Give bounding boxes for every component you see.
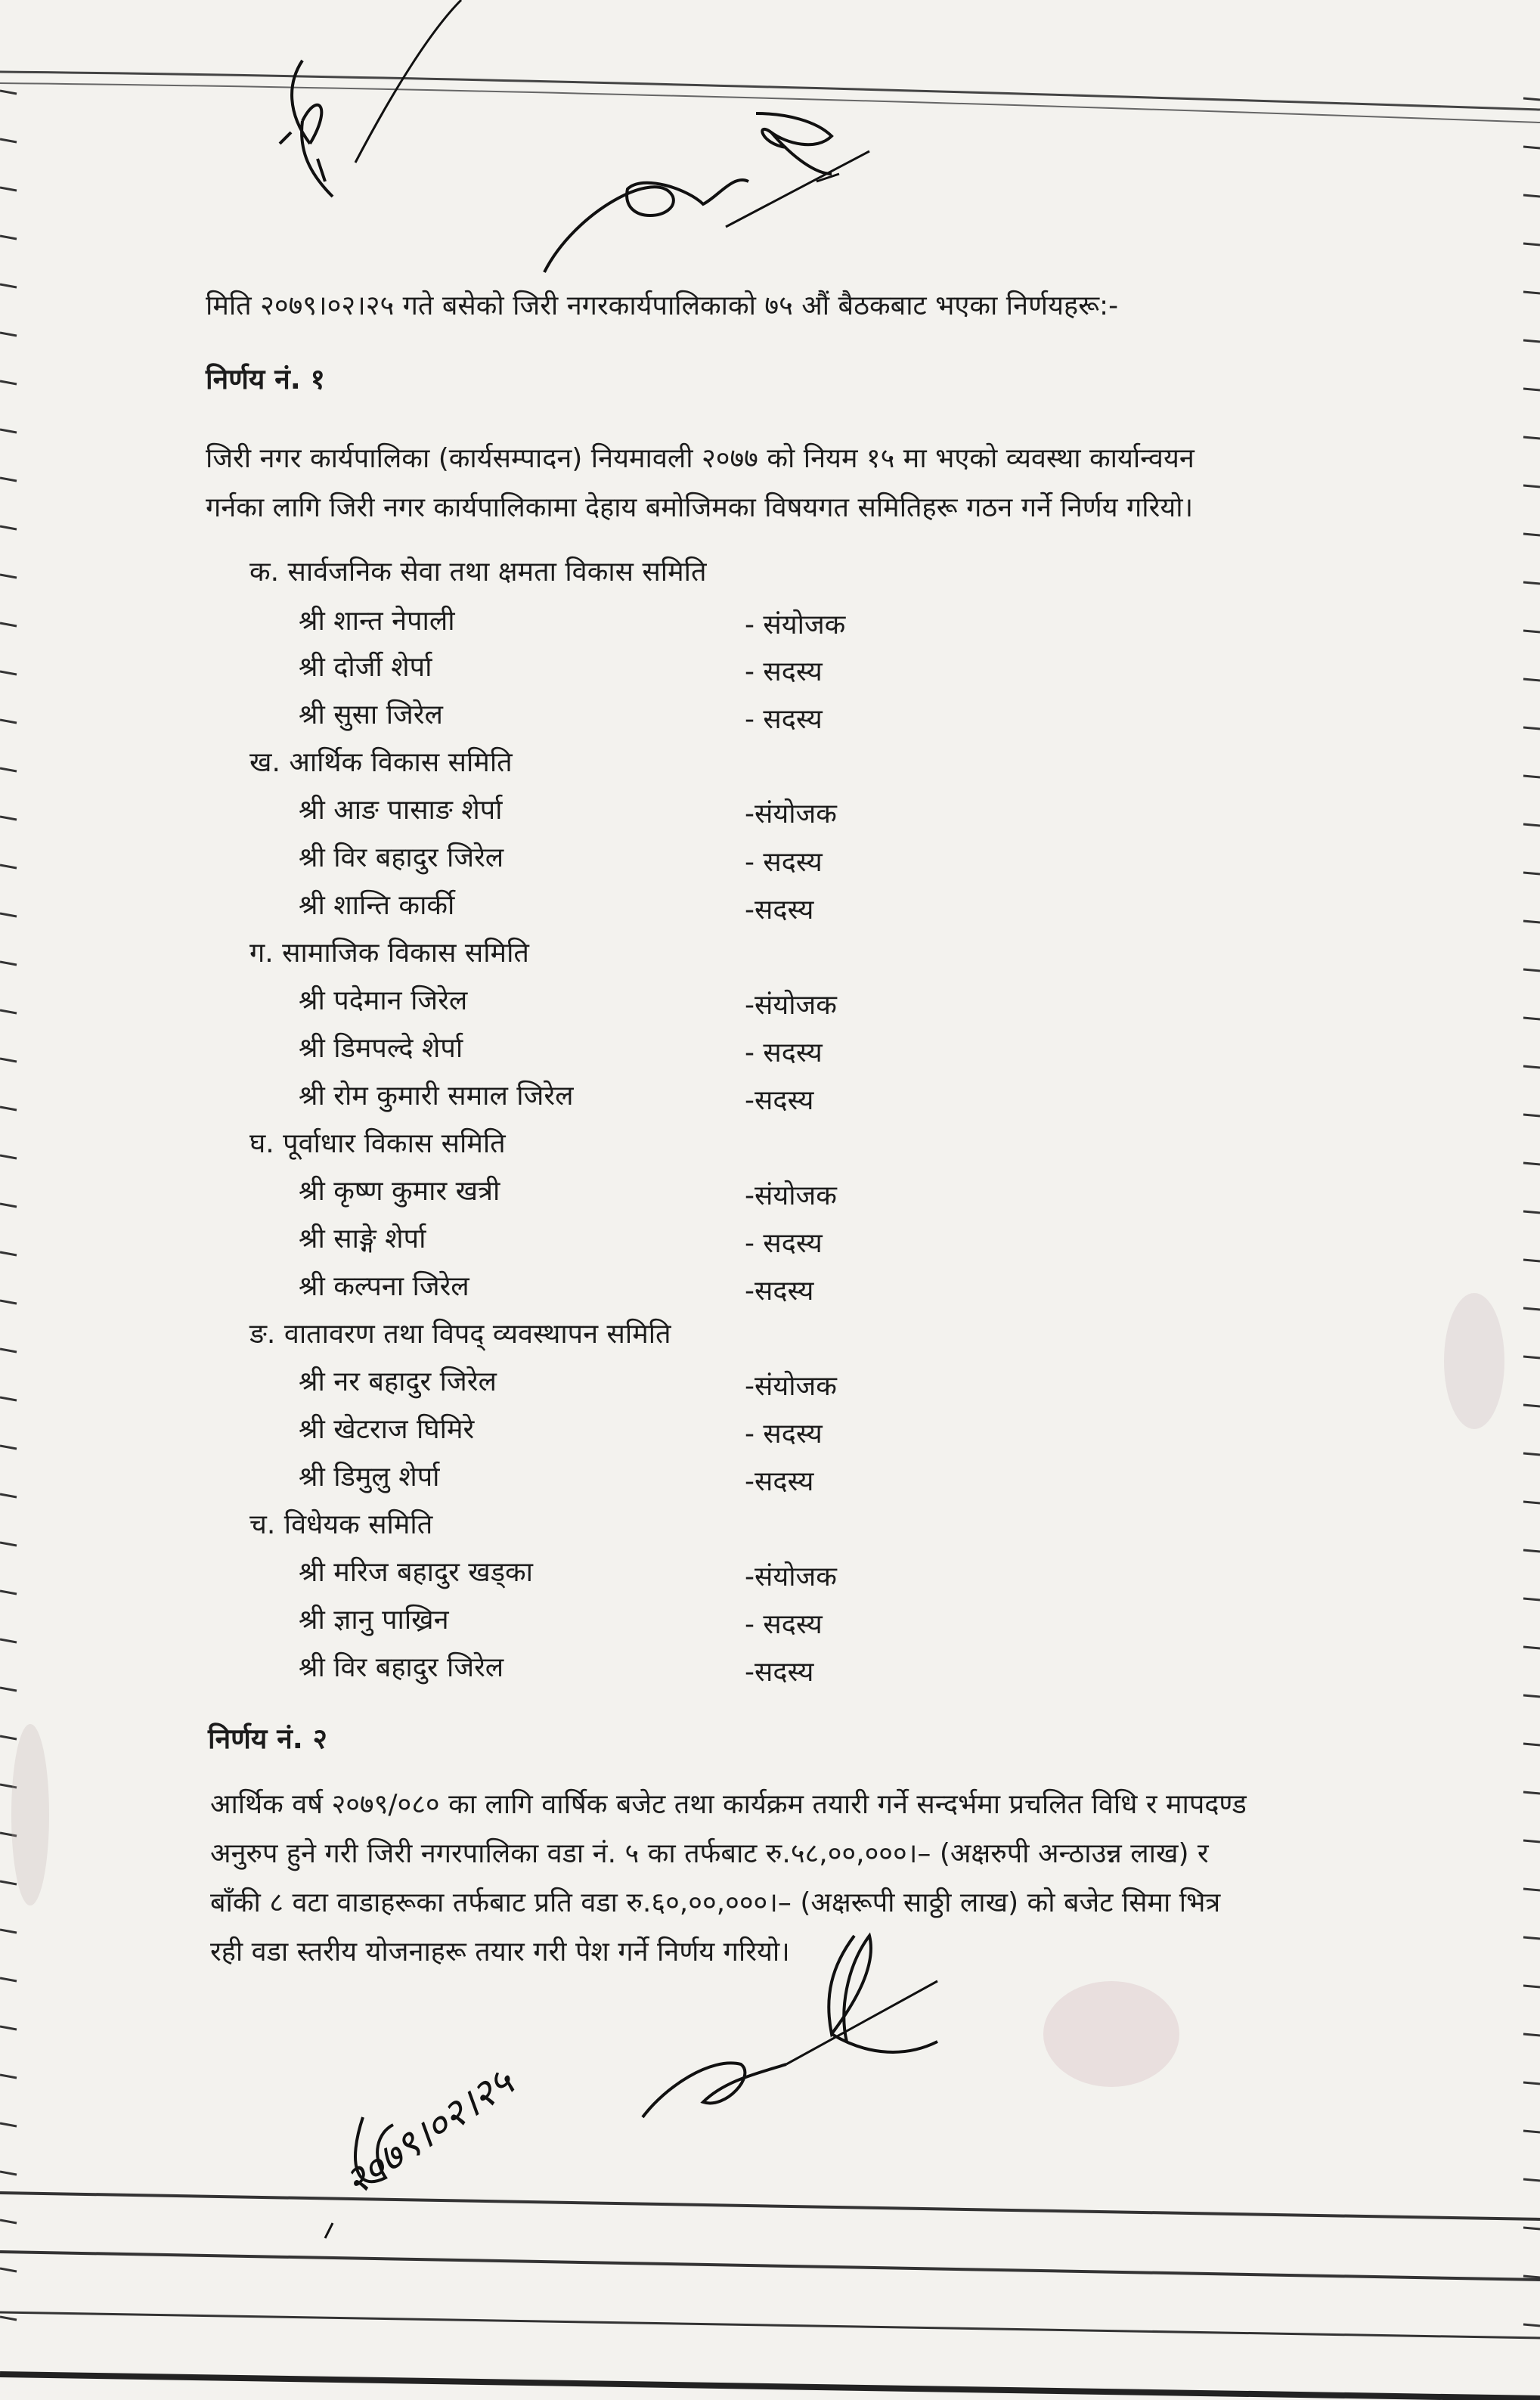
margin-tick [1523,921,1540,922]
margin-tick [0,1494,17,1497]
margin-tick [1523,1260,1540,1261]
committee-member-name: श्री डिमुलु शेर्पा [299,1462,440,1493]
margin-tick [1523,727,1540,729]
margin-tick [0,2317,17,2320]
margin-tick [1523,2276,1540,2278]
margin-tick [1523,776,1540,777]
margin-tick [0,236,17,239]
margin-tick [0,1349,17,1352]
margin-tick [1523,2228,1540,2229]
margin-tick [1523,98,1540,100]
committee-gha-label: घ. पूर्वाधार विकास समिति [249,1128,506,1159]
margin-tick [1523,873,1540,874]
margin-tick [0,913,17,916]
margin-tick [1523,1598,1540,1600]
margin-tick [1523,824,1540,826]
margin-tick [0,1881,17,1884]
margin-tick [1523,1647,1540,1648]
margin-tick [1523,1550,1540,1552]
margin-tick [1523,1937,1540,1939]
margin-tick [1523,147,1540,148]
committee-member-name: श्री दोर्जी शेर्पा [299,652,432,683]
margin-tick [0,188,17,191]
margin-tick [0,526,17,529]
margin-tick [0,1736,17,1739]
margin-tick [0,91,17,94]
committee-member-role: -सदस्य [745,1466,814,1497]
decision-2-para-line-3: बाँकी ८ वटा वाडाहरूका तर्फबाट प्रति वडा रु.६०,००,०००।– (अक्षरूपी साठ्ठी लाख) को बजेट सिमा भित्र [210,1887,1221,1918]
committee-kha-label: ख. आर्थिक विकास समिति [249,747,513,778]
committee-member-role: - सदस्य [745,847,823,878]
committee-member-role: - सदस्य [745,1609,823,1640]
margin-tick [0,1010,17,1013]
decision-2-para-line-2: अनुरुप हुने गरी जिरी नगरपालिका वडा नं. ५ का तर्फबाट रु.५८,००,०००।– (अक्षरुपी अन्ठाउन्न लाख) र [210,1838,1209,1869]
margin-tick [0,1446,17,1449]
committee-member-role: -संयोजक [745,798,837,829]
margin-tick [0,2268,17,2271]
margin-tick [0,575,17,578]
margin-tick [1523,389,1540,390]
handwritten-date: २०७९।०२।२५ [336,2059,522,2206]
margin-tick [1523,2034,1540,2036]
committee-member-name: श्री ज्ञानु पाख्रिन [299,1605,449,1636]
committee-member-name: श्री आङ पासाङ शेर्पा [299,795,503,826]
margin-tick [0,1252,17,1255]
margin-tick [1523,1357,1540,1358]
committee-member-role: - संयोजक [745,609,846,640]
margin-tick [0,333,17,336]
margin-tick [1523,292,1540,293]
margin-tick [0,2172,17,2175]
committee-member-name: श्री विर बहादुर जिरेल [299,842,504,873]
committee-member-name: श्री मरिज बहादुर खड्का [299,1557,533,1588]
committee-member-role: - सदस्य [745,1419,823,1450]
committee-member-role: - सदस्य [745,656,823,687]
margin-tick [1523,437,1540,439]
committee-member-role: -संयोजक [745,1561,837,1592]
margin-tick [1523,1986,1540,1987]
committee-member-role: - सदस्य [745,1228,823,1259]
margin-tick [1523,534,1540,535]
margin-tick [0,1301,17,1304]
margin-tick [0,817,17,820]
margin-tick [0,865,17,868]
margin-tick [0,1688,17,1691]
margin-tick [1523,1453,1540,1455]
margin-tick [1523,2179,1540,2181]
margin-tick [1523,1405,1540,1406]
margin-tick [1523,1889,1540,1890]
committee-member-role: -संयोजक [745,990,837,1021]
margin-tick [0,2026,17,2029]
committee-member-name: श्री रोम कुमारी समाल जिरेल [299,1081,574,1112]
margin-tick [1523,1792,1540,1794]
margin-tick [1523,1308,1540,1310]
margin-tick [1523,582,1540,584]
margin-tick [0,2075,17,2078]
decision-2-para-line-4: रही वडा स्तरीय योजनाहरू तयार गरी पेश गर्ने निर्णय गरियो। [210,1936,790,1967]
margin-tick [0,962,17,965]
margin-tick [0,2123,17,2126]
margin-tick [0,381,17,384]
committee-member-name: श्री साङ्गे शेर्पा [299,1223,426,1254]
committee-member-name: श्री कल्पना जिरेल [299,1271,469,1302]
margin-tick [1523,243,1540,245]
margin-tick [0,720,17,723]
decision-1-heading: निर्णय नं. १ [206,363,325,395]
margin-tick [0,768,17,771]
margin-tick [1523,195,1540,197]
margin-tick [1523,1502,1540,1503]
margin-tick [1523,2131,1540,2132]
committee-cha-label: च. विधेयक समिति [249,1509,433,1540]
margin-tick [0,1059,17,1062]
margin-tick [0,623,17,626]
margin-tick [1523,2324,1540,2326]
committee-member-name: श्री डिमपल्दे शेर्पा [299,1033,463,1064]
decision-1-para-line-2: गर्नका लागि जिरी नगर कार्यपालिकामा देहाय बमोजिमका विषयगत समितिहरू गठन गर्ने निर्णय गरियो। [206,492,1194,523]
margin-tick [1523,631,1540,632]
committee-nga-label: ङ. वातावरण तथा विपद् व्यवस्थापन समिति [249,1319,671,1350]
margin-tick [0,1930,17,1933]
committee-member-role: -सदस्य [745,1657,814,1688]
margin-tick [1523,1695,1540,1697]
committee-member-name: श्री खेटराज घिमिरे [299,1414,475,1445]
margin-tick [1523,1744,1540,1745]
margin-tick [1523,1018,1540,1019]
margin-tick [1523,969,1540,971]
committee-ka-label: क. सार्वजनिक सेवा तथा क्षमता विकास समिति [249,557,707,588]
margin-tick [1523,1840,1540,1842]
meeting-intro: मिति २०७९।०२।२५ गते बसेको जिरी नगरकार्यपालिकाको ७५ औं बैठकबाट भएका निर्णयहरू:- [206,290,1119,321]
margin-tick [1523,2082,1540,2084]
decision-2-heading: निर्णय नं. २ [208,1722,327,1755]
margin-tick [0,1155,17,1158]
committee-member-role: -संयोजक [745,1371,837,1402]
margin-tick [0,1204,17,1207]
margin-tick [0,1639,17,1642]
committee-member-role: - सदस्य [745,704,823,735]
committee-member-name: श्री सुसा जिरेल [299,699,443,730]
committee-ga-label: ग. सामाजिक विकास समिति [249,938,529,969]
margin-tick [1523,485,1540,487]
margin-tick [1523,1211,1540,1213]
margin-tick [1523,1066,1540,1068]
margin-tick [0,1784,17,1788]
margin-tick [0,1833,17,1836]
margin-tick [0,1978,17,1981]
committee-member-role: -संयोजक [745,1180,837,1211]
margin-tick [1523,1115,1540,1116]
committee-member-role: -सदस्य [745,1085,814,1116]
margin-tick [1523,340,1540,342]
committee-member-role: -सदस्य [745,895,814,926]
committee-member-role: -सदस्य [745,1276,814,1307]
margin-tick [0,139,17,142]
margin-tick [0,429,17,433]
margin-tick [0,284,17,287]
margin-tick [0,1543,17,1546]
committee-member-role: - सदस्य [745,1037,823,1068]
committee-member-name: श्री शान्त नेपाली [299,606,455,637]
decision-2-para-line-1: आर्थिक वर्ष २०७९/०८० का लागि वार्षिक बजेट तथा कार्यक्रम तयारी गर्ने सन्दर्भमा प्रचलित विधि र मापदण्ड [210,1789,1247,1820]
committee-member-name: श्री कृष्ण कुमार खत्री [299,1176,500,1207]
committee-member-name: श्री पदेमान जिरेल [299,985,468,1016]
committee-member-name: श्री शान्ति कार्की [299,890,455,921]
decision-1-para-line-1: जिरी नगर कार्यपालिका (कार्यसम्पादन) नियमावली २०७७ को नियम १५ मा भएको व्यवस्था कार्यान्वयन [206,443,1195,474]
margin-tick [0,478,17,481]
margin-tick [1523,1163,1540,1164]
margin-tick [1523,679,1540,681]
committee-member-name: श्री विर बहादुर जिरेल [299,1652,504,1683]
margin-tick [0,1397,17,1400]
committee-member-name: श्री नर बहादुर जिरेल [299,1366,497,1397]
margin-tick [0,671,17,674]
margin-tick [0,1591,17,1594]
margin-tick [0,1107,17,1110]
margin-tick [0,2220,17,2223]
